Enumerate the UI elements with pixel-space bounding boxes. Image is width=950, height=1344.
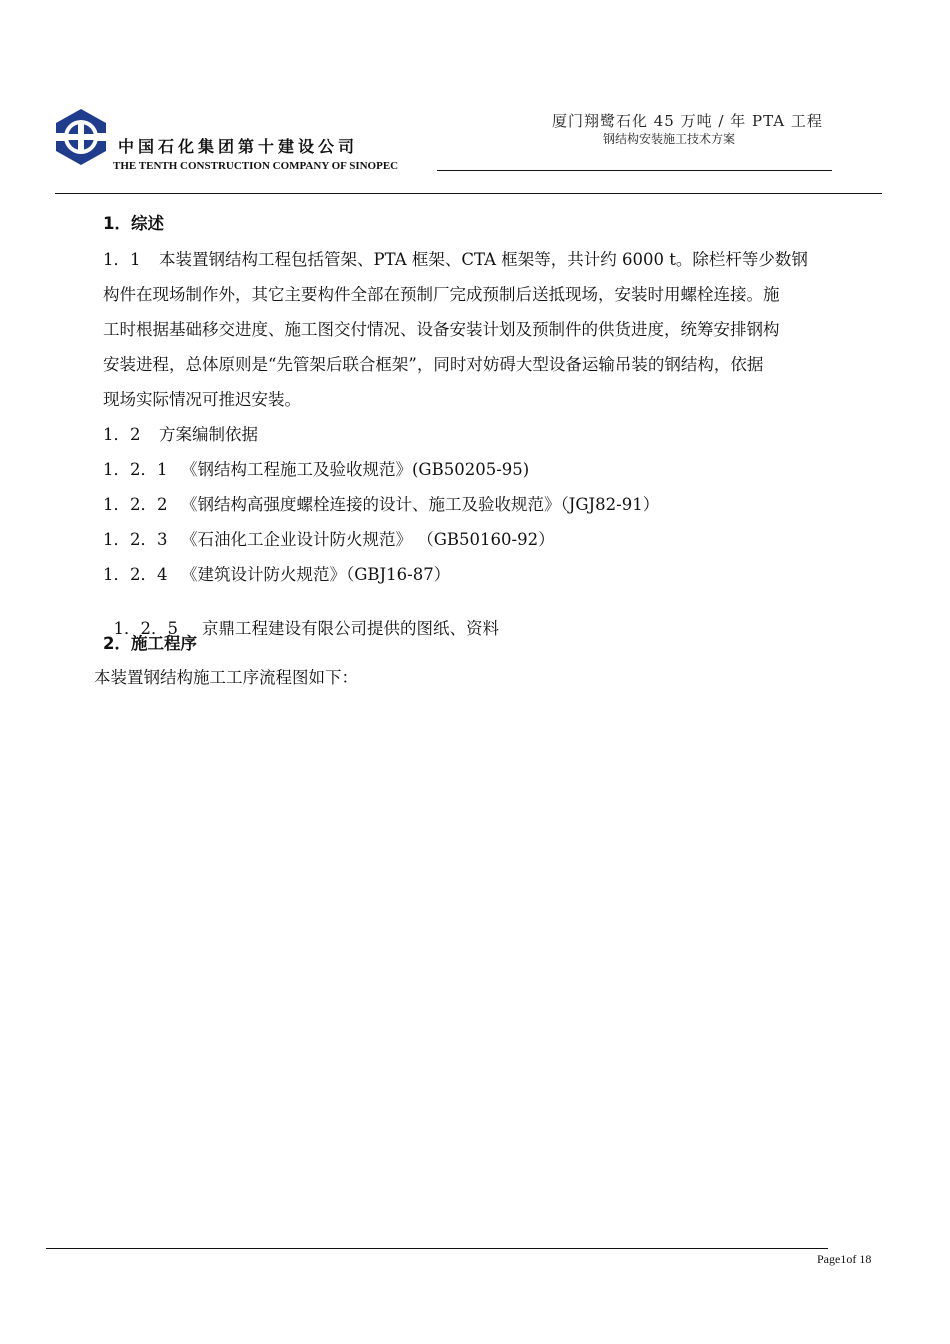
document-subtitle: 钢结构安装施工技术方案: [603, 132, 736, 146]
basis-item: [103, 526, 555, 550]
section-1-2-heading: [103, 421, 258, 445]
section-1-1-number: 1．1: [103, 250, 141, 269]
basis-number: 1．2．3: [103, 530, 168, 549]
company-name-en: THE TENTH CONSTRUCTION COMPANY OF SINOPEC: [113, 160, 399, 172]
section-1-2-title: 方案编制依据: [159, 425, 258, 444]
section-2-intro: 本装置钢结构施工工序流程图如下：: [94, 668, 358, 687]
basis-text: 《钢结构工程施工及验收规范》(GB50205-95): [181, 460, 530, 479]
basis-number: 1．2．1: [103, 460, 168, 479]
basis-number: 1．2．4: [103, 565, 168, 584]
basis-text: 《建筑设计防火规范》（GBJ16-87）: [181, 565, 451, 584]
basis-text: 京鼎工程建设有限公司提供的图纸、资料: [191, 619, 499, 638]
basis-text: 《石油化工企业设计防火规范》 （GB50160-92）: [181, 530, 555, 549]
basis-item: [103, 491, 659, 515]
paragraph-line: 工时根据基础移交进度、施工图交付情况、设备安装计划及预制件的供货进度，统筹安排钢构: [103, 320, 780, 339]
basis-number: 1．2．2: [103, 495, 168, 514]
paragraph-line: 构件在现场制作外，其它主要构件全部在预制厂完成预制后送抵现场，安装时用螺栓连接。施: [103, 285, 780, 304]
basis-number: 1．2．5: [113, 619, 178, 638]
header-divider: [55, 193, 882, 194]
company-name-cn: 中国石化集团第十建设公司: [118, 137, 359, 156]
paragraph-line: 本装置钢结构工程包括管架、PTA 框架、CTA 框架等，共计约 6000 t。除栏杆等少数钢: [159, 250, 808, 269]
section-1-2-number: 1．2: [103, 425, 141, 444]
header-underline: [437, 170, 832, 171]
sinopec-logo-icon: [54, 108, 108, 166]
basis-text: 《钢结构高强度螺栓连接的设计、施工及验收规范》（JGJ82-91）: [181, 495, 660, 514]
paragraph-line: 现场实际情况可推迟安装。: [103, 390, 301, 409]
section-1-1-paragraph-line-1: [103, 246, 808, 270]
paragraph-line: 安装进程，总体原则是“先管架后联合框架”，同时对妨碍大型设备运输吊装的钢结构，依据: [103, 355, 764, 374]
section-1-heading: 1．综述: [103, 214, 164, 233]
page-number: Page1of 18: [817, 1252, 872, 1266]
footer-divider: [46, 1248, 828, 1249]
section-2-heading: 2．施工程序: [103, 634, 197, 653]
basis-item: [103, 561, 450, 585]
project-title: 厦门翔鹭石化 45 万吨 / 年 PTA 工程: [552, 112, 823, 130]
basis-item: [103, 456, 529, 480]
